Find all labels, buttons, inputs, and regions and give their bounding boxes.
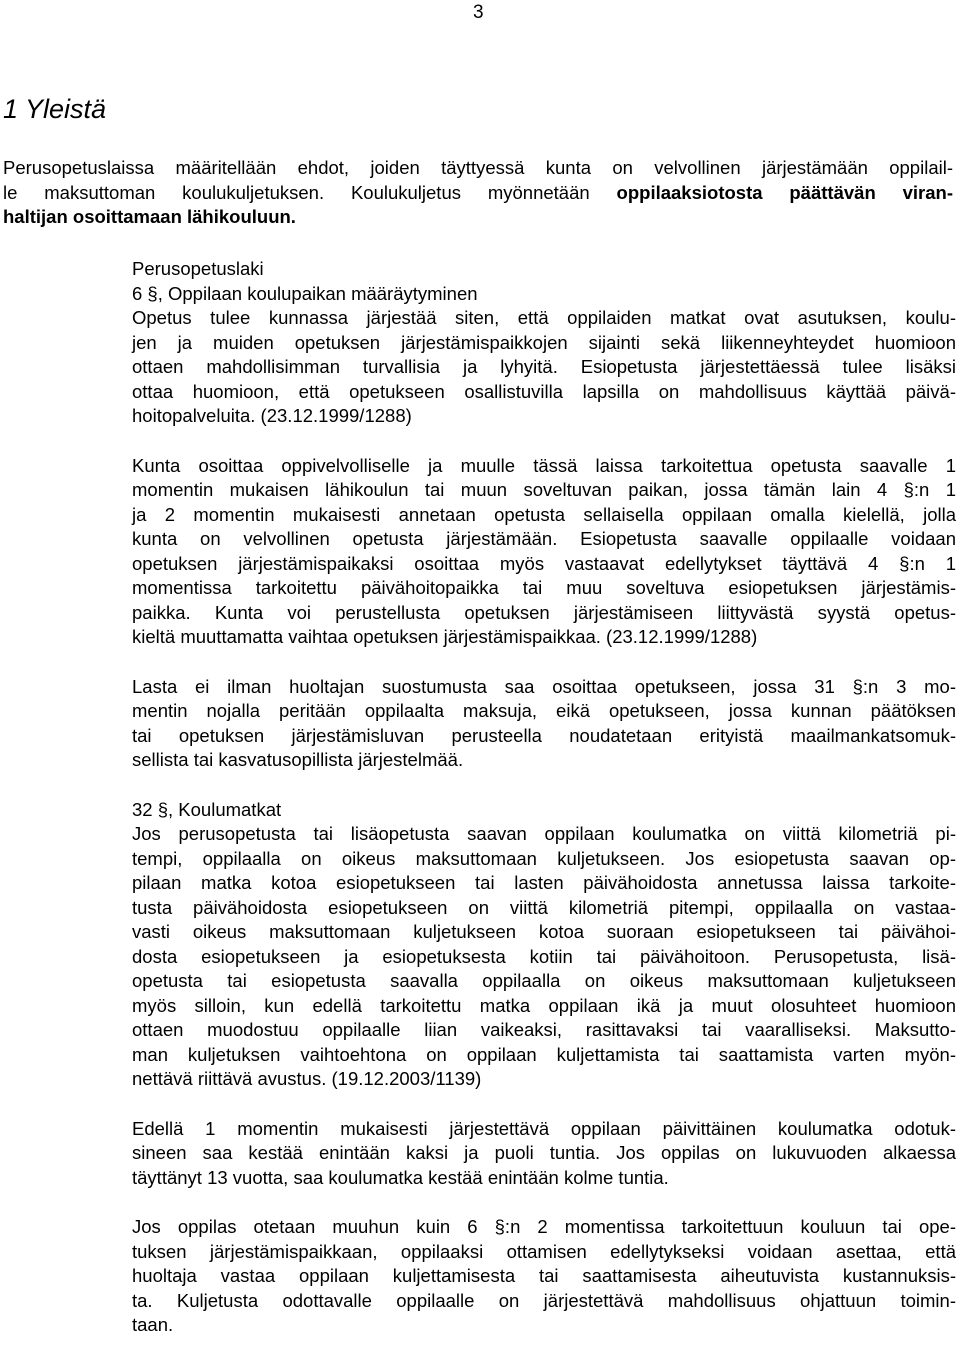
- text-line: sellista tai kasvatusopillista järjestelmää.: [132, 749, 464, 770]
- section-32-title: 32 §, Koulumatkat: [132, 798, 282, 820]
- text-line: opetuksen järjestämispaikaksi osoittaa myös vastaavat edellytykset täyttävä 4 §:n 1: [132, 552, 956, 574]
- law-quote: [132, 257, 956, 1363]
- text-line: dosta esiopetukseen ja esiopetuksesta kotiin tai päivähoitoon. Perusopetusta, lisä-: [132, 945, 956, 967]
- page-number: 3: [473, 2, 484, 23]
- text-line: hoitopalveluita. (23.12.1999/1288): [132, 405, 412, 426]
- text-line: vasti oikeus maksuttomaan kuljetukseen kotoa suoraan esiopetukseen tai päivähoi-: [132, 921, 956, 942]
- text-line: Kunta osoittaa oppivelvolliselle ja muulle tässä laissa tarkoitettua opetusta saavalle 1: [132, 454, 956, 476]
- text-line: täyttänyt 13 vuotta, saa koulumatka kestää enintään kolme tuntia.: [132, 1166, 669, 1188]
- text-line: tuksen järjestämispaikkaan, oppilaaksi ottamisen edellytykseksi voidaan asettaa, että: [132, 1240, 956, 1262]
- text-line: tempi, oppilaalla on oikeus maksuttomaan kuljetukseen. Jos esiopetusta saavan op-: [132, 847, 956, 869]
- text-line: Jos oppilas otetaan muuhun kuin 6 §:n 2 momentissa tarkoitettuun kouluun tai ope-: [132, 1216, 956, 1237]
- text-line: nettävä riittävä avustus. (19.12.2003/1139): [132, 1068, 482, 1089]
- intro-line-2: [3, 181, 953, 206]
- text-line: huoltaja vastaa oppilaan kuljettamisesta tai saattamisesta aiheutuvista kustannuksis-: [132, 1265, 956, 1286]
- paragraph-5: [132, 1117, 956, 1191]
- intro-line-text: le maksuttoman koulukuljetuksen. Koulukuljetus myönnetään: [3, 181, 617, 203]
- text-line: tai opetuksen järjestämisluvan perusteella noudatetaan erityistä maailmankatsomuk-: [132, 724, 956, 746]
- text-line: sineen saa kestää enintään kaksi ja puoli tuntia. Jos oppilas on lukuvuoden alkaessa: [132, 1142, 956, 1163]
- intro-bold-text: oppilaaksiotosta päättävän viran-: [616, 181, 953, 203]
- text-line: Opetus tulee kunnassa järjestää siten, että oppilaiden matkat ovat asutuksen, koulu-: [132, 307, 956, 328]
- text-line: tusta päivähoidosta esiopetukseen on viittä kilometriä pitempi, oppilaalla on vastaa-: [132, 896, 956, 918]
- text-line: Edellä 1 momentin mukaisesti järjestettävä oppilaan päivittäinen koulumatka odotuk-: [132, 1117, 956, 1139]
- text-line: ja 2 momentin mukaisesti annetaan opetusta sellaisella oppilaan omalla kielellä, jolla: [132, 503, 956, 525]
- paragraph-3: [132, 675, 956, 773]
- intro-line: Perusopetuslaissa määritellään ehdot, joiden täyttyessä kunta on velvollinen järjestämään oppilail-: [3, 157, 953, 178]
- text-line: Lasta ei ilman huoltajan suostumusta saa osoittaa opetukseen, jossa 31 §:n 3 mo-: [132, 675, 956, 697]
- text-line: opetusta tai esiopetusta saavalla oppilaalla on oikeus maksuttomaan kuljetukseen: [132, 970, 956, 991]
- text-line: ta. Kuljetusta odottavalle oppilaalle on järjestettävä mahdollisuus ohjattuun toimin-: [132, 1289, 956, 1311]
- section-6-title: 6 §, Oppilaan koulupaikan määräytyminen: [132, 282, 478, 304]
- intro-paragraph: [3, 156, 953, 230]
- text-line: kieltä muuttamatta vaihtaa opetuksen järjestämispaikkaa. (23.12.1999/1288): [132, 626, 758, 647]
- text-line: ottaa huomioon, että opetukseen osallistuvilla lapsilla on mahdollisuus käyttää päivä-: [132, 380, 956, 402]
- paragraph-2: [132, 454, 956, 650]
- text-line: jen ja muiden opetuksen järjestämispaikkojen sijainti sekä liikenneyhteydet huomioon: [132, 331, 956, 353]
- text-line: momentissa tarkoitettu päivähoitopaikka tai muu soveltuva esiopetuksen järjestämis-: [132, 577, 956, 598]
- text-line: paikka. Kunta voi perustellusta opetuksen järjestämiseen liittyvästä syystä opetus-: [132, 601, 956, 623]
- text-line: myös silloin, kun edellä tarkoitettu matka oppilaan ikä ja muut olosuhteet huomioon: [132, 994, 956, 1016]
- text-line: ottaen muodostuu oppilaalle liian vaikeaksi, rasittavaksi tai vaaralliseksi. Maksutto-: [132, 1019, 956, 1040]
- section-32-block: [132, 798, 956, 1092]
- law-title: Perusopetuslaki: [132, 258, 264, 279]
- intro-bold-text-end: haltijan osoittamaan lähikouluun.: [3, 206, 296, 227]
- paragraph-6: [132, 1215, 956, 1338]
- text-line: mentin nojalla peritään oppilaalta maksuja, eikä opetukseen, jossa kunnan päätöksen: [132, 700, 956, 721]
- text-line: ottaen mahdollisimman turvallisia ja lyhyitä. Esiopetusta järjestettäessä tulee lisäksi: [132, 356, 956, 377]
- text-line: pilaan matka kotoa esiopetukseen tai lasten päivähoidosta annetussa laissa tarkoite-: [132, 872, 956, 893]
- section-6-block: [132, 257, 956, 429]
- text-line: taan.: [132, 1314, 174, 1335]
- text-line: man kuljetuksen vaihtoehtona on oppilaan kuljettamista tai saattamista varten myön-: [132, 1043, 956, 1065]
- text-line: momentin mukaisen lähikoulun tai muun soveltuvan paikan, jossa tämän lain 4 §:n 1: [132, 479, 956, 500]
- section-heading: 1 Yleistä: [3, 94, 107, 124]
- text-line: kunta on velvollinen opetusta järjestämään. Esiopetusta saavalle oppilaalle voidaan: [132, 528, 956, 549]
- text-line: Jos perusopetusta tai lisäopetusta saavan oppilaan koulumatka on viittä kilometriä pi-: [132, 823, 956, 844]
